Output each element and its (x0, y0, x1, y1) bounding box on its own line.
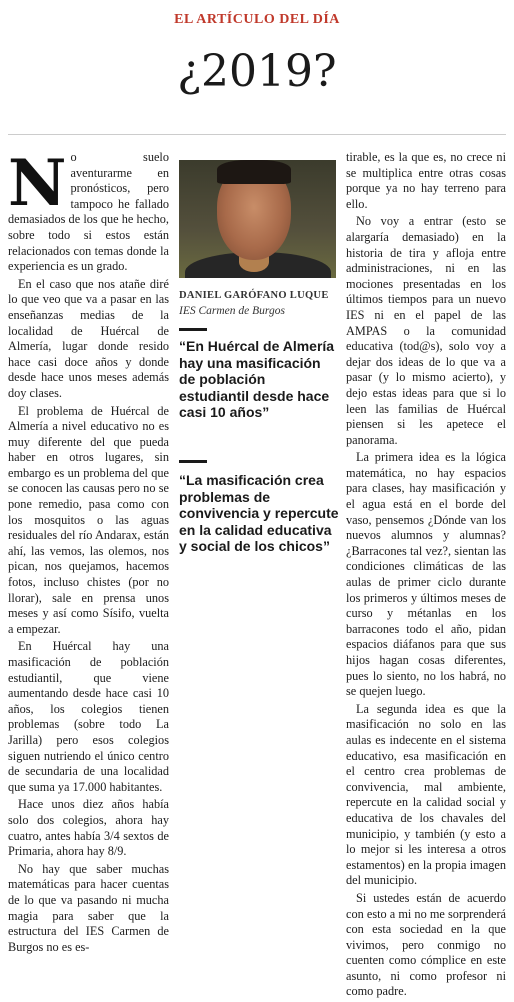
author-institution: IES Carmen de Burgos (179, 305, 285, 317)
quote-rule (179, 328, 207, 331)
article-column-3 (346, 150, 506, 1002)
paragraph: En el caso que nos atañe diré lo que veo que va a pasar en las enseñanzas medias de la localidad de Huércal de Almería, lugar donde resido hace casi doce años y donde desde hace unos meses además doy clases. (8, 276, 169, 400)
paragraph: La primera idea es la lógica matemática, no hay espacios para clases, hay masificación y el agua está en el borde del vaso, pensemos ¿Dónde van los nuevos alumnos y alumnas? ¿Barracones tal vez?, sientan las condiciones climáticas de las aulas de primer ciclo durante los primeros y últimos meses de curso y métanlas en los barracones todo el año, pidan espacios diáfanos para que sus hijos hagan cosas diferentes, pues lo siento, no los habrá, no se quejen luego. (346, 450, 506, 699)
pull-quote-1: “En Huércal de Almería hay una masificación de población estudiantil desde hace casi 10 años” (179, 338, 335, 421)
drop-cap: N (8, 146, 67, 221)
headline: ¿2019? (177, 46, 337, 97)
author-photo (179, 160, 336, 278)
quote-rule (179, 460, 207, 463)
paragraph: No voy a entrar (esto se alargaría demasiado) en la historia de tira y afloja entre administraciones, ni en las mociones presentadas en los últimos tiempos para un nuevo IES ni en el papel de las AMPAS o la comunidad educativa (tod@s), solo voy a dejar dos ideas de lo que va a pasar (y lo mismo acierto), y dejo estas ideas para que si lo leen las familias de Huércal piensen si les apetece el panorama. (346, 214, 506, 447)
pull-quote-2: “La masificación crea problemas de convivencia y repercute en la calidad educativa y social de los chicos” (179, 472, 339, 555)
article-column-1 (8, 146, 169, 957)
paragraph: En Huércal hay una masificación de población estudiantil, que viene aumentando desde hace casi 10 años, los colegios tienen problemas (sobre todo La Jarilla) pero esos colegios siguen nutriendo el único centro de secundaria de una localidad que suma ya 17.000 habitantes. (8, 639, 169, 794)
paragraph: Si ustedes están de acuerdo con esto a mi no me sorprenderá con esta sociedad en la que vivimos, pero conmigo no cuenten como cómplice en este asunto, ni como profesor ni como padre. (346, 890, 506, 999)
paragraph: tirable, es la que es, no crece ni se multiplica entre otras cosas porque ya no hay terreno para ello. (346, 150, 506, 211)
section-label: EL ARTÍCULO DEL DÍA (174, 12, 340, 27)
header-rule (8, 134, 506, 135)
paragraph: La segunda idea es que la masificación no solo en las aulas es indecente en el sistema educativo, esa masificación en el centro crea problemas de convivencia, mal ambiente, repercute en la calidad social y educativa de los chavales del municipio, y también (y esto a lo mejor si les interesa a otros estamentos) en la propia imagen del municipio. (346, 701, 506, 888)
paragraph: o suelo aventurarme en pronósticos, pero tampoco he fallado demasiados de los que he hecho, sobre todo si estos están relacionados con temas donde la experiencia es un grado. (8, 150, 169, 274)
paragraph: Hace unos diez años había solo dos colegios, ahora hay cuatro, antes había 3/4 sextos de Primaria, ahora hay 8/9. (8, 797, 169, 859)
paragraph: No hay que saber muchas matemáticas para hacer cuentas de lo que va pasando ni mucha magia para saber que la estructura del IES Carmen de Burgos no es es- (8, 861, 169, 954)
paragraph: El problema de Huércal de Almería a nivel educativo no es muy diferente del que pueda haber en otros lugares, sin embargo es un problema del que se conocen las causas pero no se pone remedio, pasa como con los mosquitos o las aguas residuales del río Andarax, están ahí, las vemos, las olemos, nos pican, nos quejamos, hacemos fotos, incluso chistes (por no llorar), sale en prensa unos meses y así como Sísifo, vuelta a empezar. (8, 403, 169, 636)
author-name: DANIEL GARÓFANO LUQUE (179, 290, 329, 301)
